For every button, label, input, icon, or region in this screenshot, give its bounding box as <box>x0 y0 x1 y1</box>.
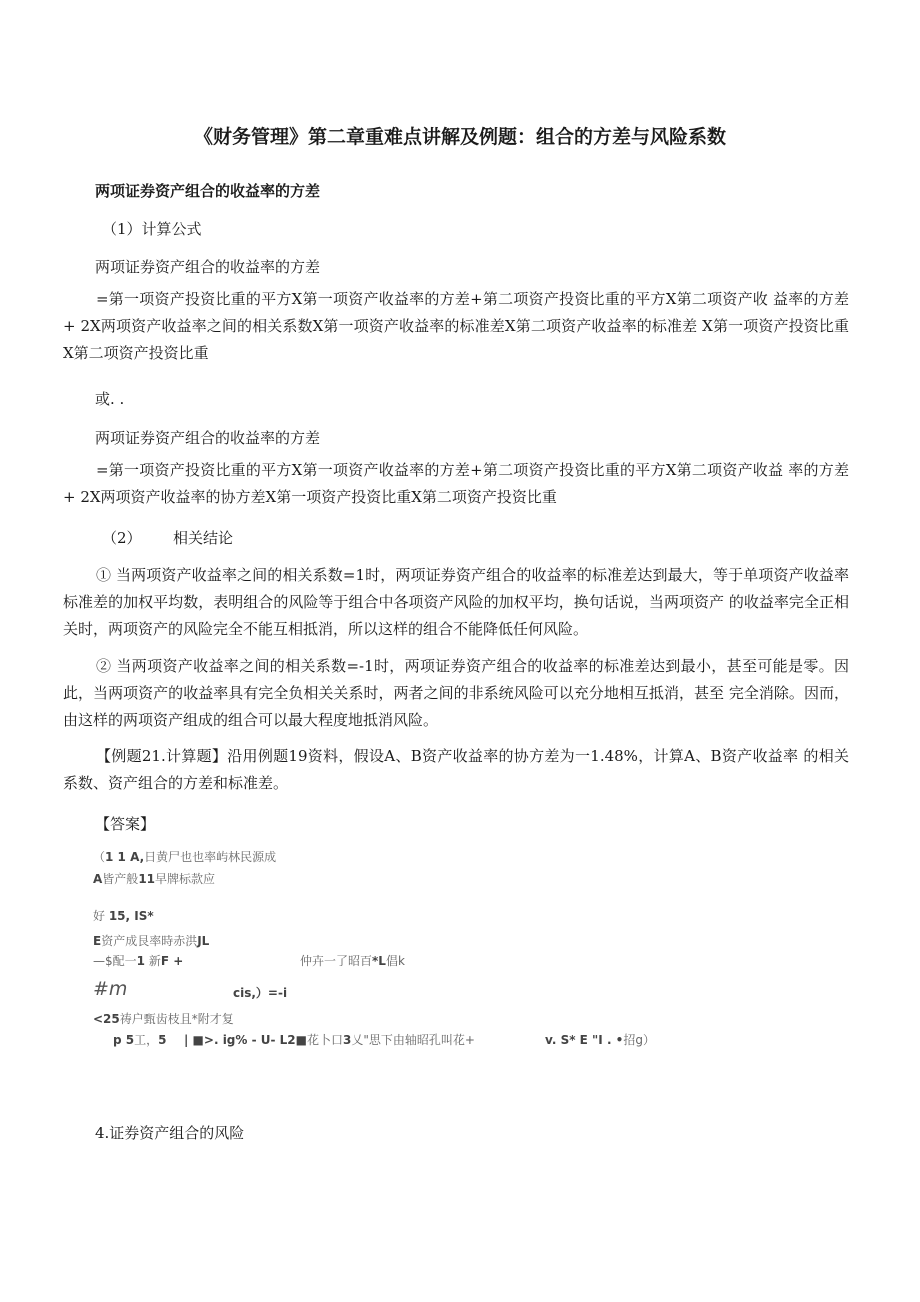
answer-line-5b: 仲卉一了昭百*L倡k <box>300 954 405 968</box>
page-title: 《财务管理》第二章重难点讲解及例题：组合的方差与风险系数 <box>193 126 726 148</box>
item2-label: 相关结论 <box>173 529 234 547</box>
answer-line-7: <25祷户甄齿枝且*附才复 <box>93 1012 234 1026</box>
formula1-body: =第一项资产投资比重的平方X第一项资产收益率的方差+第二项资产投资比重的平方X第二项资产收 益率的方差+ 2X两项资产收益率之间的相关系数X第一项资产收益率的标准差X第二项资产收益率的标准差 X第一项资产投资比重X第二项资产投资比重 <box>63 290 849 362</box>
answer-line-8b: | ■>. ig% - U- L2■花卜口3乂"思下由轴昭孔叫花+ <box>184 1033 475 1047</box>
formula2-label: 两项证券资产组合的收益率的方差 <box>95 429 321 447</box>
conclusion-1: ① 当两项资产收益率之间的相关系数=1时，两项证券资产组合的收益率的标准差达到最大，等于单项资产收益率标准差的加权平均数，表明组合的风险等于组合中各项资产风险的加权平均，换句话说，当两项资产 的收益率完全正相关时，两项资产的风险完全不能互相抵消，所以这样的组合不能降低任何风险。 <box>63 566 849 638</box>
answer-label: 【答案】 <box>95 815 156 833</box>
answer-line-8c: v. S* E "I . •招g） <box>545 1033 655 1047</box>
answer-line-6a: #m <box>93 978 128 1000</box>
item2-number: （2） <box>102 529 142 547</box>
section-heading: 两项证券资产组合的收益率的方差 <box>95 182 321 200</box>
answer-line-1: （1 1 A,日黄尸也也率屿林民源成 <box>93 850 277 864</box>
answer-line-6b: cis,）=-i <box>233 986 288 1000</box>
answer-line-8a: p 5工，5 <box>113 1033 167 1047</box>
formula2-body: =第一项资产投资比重的平方X第一项资产收益率的方差+第二项资产投资比重的平方X第二项资产收益 率的方差+ 2X两项资产收益率的协方差X第一项资产投资比重X第二项资产投资比重 <box>63 461 849 506</box>
answer-line-4: E资产成艮率時赤洪JL <box>93 934 210 948</box>
answer-line-2: A皆产般11早牌标款应 <box>93 872 216 886</box>
answer-line-5a: —$配一1 新F + <box>93 954 184 968</box>
formula1-label: 两项证券资产组合的收益率的方差 <box>95 258 321 276</box>
or-text: 或. . <box>95 390 125 408</box>
example-question: 【例题21.计算题】沿用例题19资料，假设A、B资产收益率的协方差为一1.48%，计算A、B资产收益率 的相关系数、资产组合的方差和标准差。 <box>63 747 849 792</box>
answer-line-3: 好 15, IS* <box>93 909 154 923</box>
conclusion-2: ② 当两项资产收益率之间的相关系数=-1时，两项证券资产组合的收益率的标准差达到最小，甚至可能是零。因此，当两项资产的收益率具有完全负相关关系时，两者之间的非系统风险可以充分地相互抵消，甚至 完全消除。因而，由这样的两项资产组成的组合可以最大程度地抵消风险。 <box>63 657 849 729</box>
item1-label: （1）计算公式 <box>102 220 202 238</box>
section-4-heading: 4.证券资产组合的风险 <box>95 1124 245 1142</box>
